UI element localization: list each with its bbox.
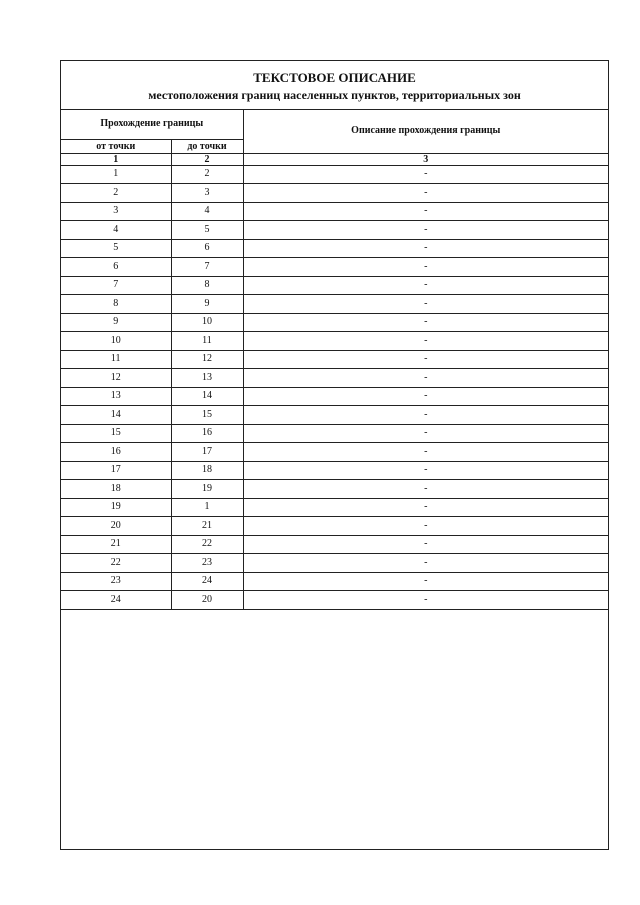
table-body [61,109,608,609]
cell-to: 5 [171,221,243,240]
table-row [61,239,608,258]
cell-to: 8 [171,276,243,295]
cell-to: 13 [171,369,243,388]
cell-desc: - [243,258,608,277]
cell-from: 18 [61,480,171,499]
cell-from: 4 [61,221,171,240]
cell-desc: - [243,517,608,536]
cell-to: 19 [171,480,243,499]
cell-desc: - [243,406,608,425]
cell-to: 16 [171,424,243,443]
from-header: от точки [61,139,171,153]
cell-to: 18 [171,461,243,480]
cell-from: 14 [61,406,171,425]
cell-desc: - [243,424,608,443]
table-row [61,165,608,184]
cell-desc: - [243,480,608,499]
table-row [61,554,608,573]
column-number: 2 [171,153,243,165]
cell-desc: - [243,591,608,610]
cell-from: 9 [61,313,171,332]
cell-desc: - [243,184,608,203]
cell-to: 9 [171,295,243,314]
cell-from: 12 [61,369,171,388]
cell-to: 22 [171,535,243,554]
table-row [61,350,608,369]
cell-to: 23 [171,554,243,573]
cell-from: 23 [61,572,171,591]
table-row [61,387,608,406]
cell-desc: - [243,498,608,517]
cell-from: 24 [61,591,171,610]
cell-to: 7 [171,258,243,277]
cell-from: 7 [61,276,171,295]
cell-from: 21 [61,535,171,554]
document-frame [60,60,609,850]
to-header: до точки [171,139,243,153]
cell-desc: - [243,276,608,295]
cell-to: 20 [171,591,243,610]
document-title: ТЕКСТОВОЕ ОПИСАНИЕ [253,70,416,85]
table-row [61,184,608,203]
table-row [61,498,608,517]
group-header: Прохождение границы [61,109,243,139]
cell-from: 6 [61,258,171,277]
table-row [61,480,608,499]
cell-from: 3 [61,202,171,221]
cell-desc: - [243,369,608,388]
cell-desc: - [243,387,608,406]
cell-desc: - [243,239,608,258]
cell-from: 17 [61,461,171,480]
title-block [61,61,608,110]
cell-to: 3 [171,184,243,203]
table-row [61,424,608,443]
cell-desc: - [243,443,608,462]
table-row [61,406,608,425]
boundary-table [61,109,608,610]
table-row [61,276,608,295]
cell-to: 11 [171,332,243,351]
cell-to: 12 [171,350,243,369]
cell-desc: - [243,332,608,351]
table-row [61,535,608,554]
cell-desc: - [243,202,608,221]
cell-to: 15 [171,406,243,425]
cell-desc: - [243,295,608,314]
cell-to: 24 [171,572,243,591]
cell-from: 19 [61,498,171,517]
cell-desc: - [243,535,608,554]
description-header: Описание прохождения границы [243,109,608,153]
cell-to: 21 [171,517,243,536]
table-row [61,202,608,221]
cell-from: 20 [61,517,171,536]
column-number-row [61,153,608,165]
cell-from: 1 [61,165,171,184]
table-row [61,295,608,314]
cell-from: 8 [61,295,171,314]
table-row [61,313,608,332]
table-row [61,572,608,591]
cell-desc: - [243,313,608,332]
table-row [61,332,608,351]
table-row [61,369,608,388]
cell-from: 22 [61,554,171,573]
cell-from: 16 [61,443,171,462]
cell-from: 15 [61,424,171,443]
cell-from: 5 [61,239,171,258]
cell-to: 14 [171,387,243,406]
column-number: 3 [243,153,608,165]
cell-from: 10 [61,332,171,351]
table-row [61,461,608,480]
cell-from: 13 [61,387,171,406]
cell-desc: - [243,350,608,369]
cell-desc: - [243,554,608,573]
cell-to: 2 [171,165,243,184]
cell-to: 17 [171,443,243,462]
cell-to: 1 [171,498,243,517]
table-row [61,443,608,462]
cell-to: 4 [171,202,243,221]
cell-desc: - [243,165,608,184]
cell-from: 11 [61,350,171,369]
table-row [61,221,608,240]
table-row [61,517,608,536]
cell-to: 6 [171,239,243,258]
cell-to: 10 [171,313,243,332]
table-row [61,591,608,610]
cell-from: 2 [61,184,171,203]
cell-desc: - [243,221,608,240]
document-subtitle: местоположения границ населенных пунктов, территориальных зон [148,88,521,102]
table-row [61,258,608,277]
column-number: 1 [61,153,171,165]
cell-desc: - [243,572,608,591]
cell-desc: - [243,461,608,480]
